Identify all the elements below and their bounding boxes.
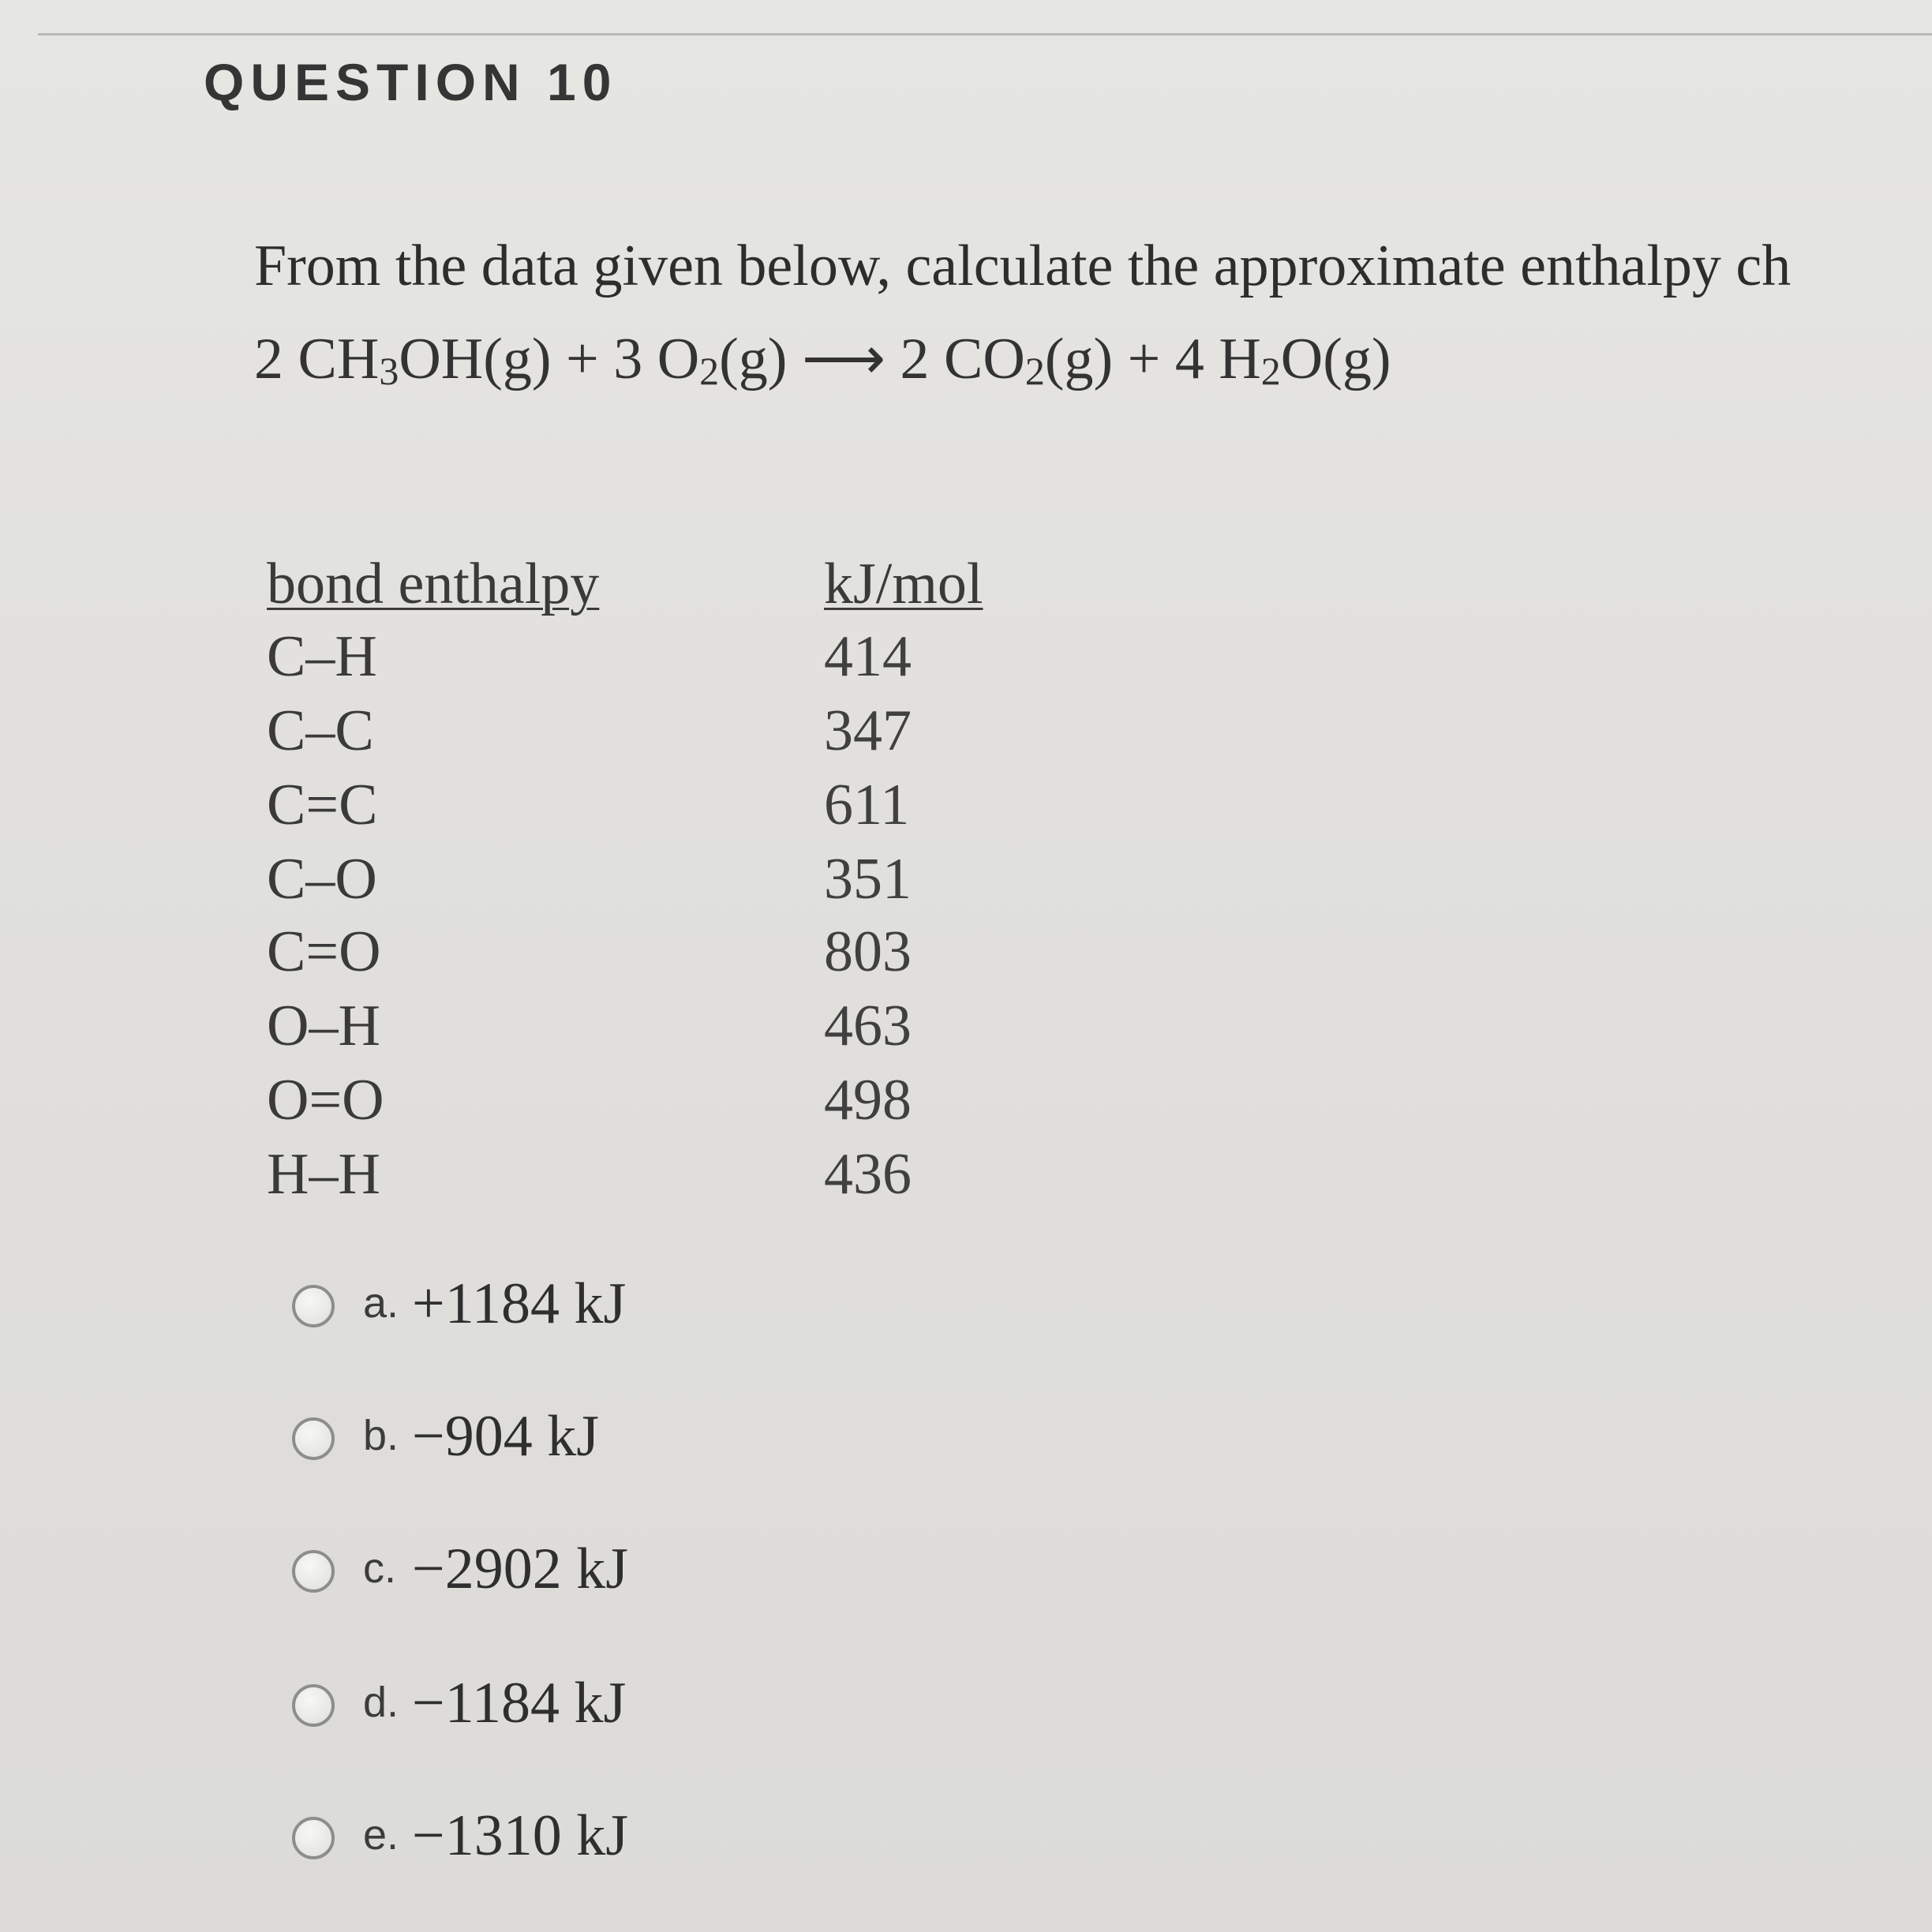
radio-button-icon[interactable] (292, 1684, 335, 1727)
bond-value: 351 (824, 847, 912, 912)
bond-value: 498 (824, 1068, 912, 1133)
radio-button-icon[interactable] (292, 1817, 335, 1859)
radio-button-icon[interactable] (292, 1417, 335, 1460)
option-letter: d. (363, 1679, 399, 1726)
bond-name: H–H (267, 1142, 380, 1207)
bond-value: 803 (824, 919, 912, 984)
value-column-header: kJ/mol (824, 552, 983, 616)
option-letter: c. (363, 1544, 397, 1592)
table-row (264, 1141, 1053, 1214)
bond-name: C=C (267, 773, 378, 837)
bond-column-header: bond enthalpy (267, 552, 600, 616)
question-title: QUESTION 10 (204, 53, 618, 111)
bond-value: 436 (824, 1142, 912, 1207)
option-text: −1184 kJ (412, 1671, 627, 1735)
table-row (264, 919, 1053, 991)
table-row (264, 1067, 1053, 1140)
bond-name: C–H (267, 624, 377, 689)
option-letter: e. (363, 1811, 399, 1859)
bond-name: O–H (267, 994, 380, 1058)
option-text: −904 kJ (412, 1404, 600, 1469)
bond-name: C=O (267, 919, 381, 984)
answer-option-a[interactable] (292, 1271, 1002, 1350)
table-row (264, 993, 1053, 1065)
bond-name: O=O (267, 1068, 384, 1133)
radio-button-icon[interactable] (292, 1550, 335, 1593)
bond-value: 463 (824, 994, 912, 1058)
table-row (264, 623, 1053, 696)
answer-option-e[interactable] (292, 1803, 1002, 1881)
header-divider (38, 33, 1932, 36)
question-prompt: From the data given below, calculate the approximate enthalpy ch (254, 234, 1792, 298)
option-text: +1184 kJ (412, 1271, 627, 1336)
table-row (264, 772, 1053, 844)
answer-option-c[interactable] (292, 1536, 1002, 1615)
equation-part: 2 CH (254, 327, 380, 391)
bond-value: 611 (824, 773, 910, 837)
equation-subscript: 2 (1260, 349, 1281, 393)
option-letter: b. (363, 1412, 399, 1459)
equation-part: (g) + 4 H (1044, 327, 1261, 391)
equation-subscript: 2 (699, 349, 720, 393)
answer-option-b[interactable] (292, 1403, 1002, 1482)
bond-name: C–O (267, 847, 377, 912)
equation-part: OH(g) + 3 O (399, 327, 700, 391)
option-text: −1310 kJ (412, 1803, 629, 1868)
equation-part: O(g) (1280, 327, 1391, 391)
table-row (264, 698, 1053, 770)
chemical-equation (254, 327, 1391, 393)
answer-option-d[interactable] (292, 1670, 1002, 1749)
equation-subscript: 3 (379, 349, 399, 393)
bond-value: 347 (824, 698, 912, 763)
equation-subscript: 2 (1024, 349, 1045, 393)
radio-button-icon[interactable] (292, 1285, 335, 1327)
bond-value: 414 (824, 624, 912, 689)
option-letter: a. (363, 1279, 399, 1327)
equation-part: (g) ⟶ 2 CO (719, 327, 1025, 391)
table-row (264, 846, 1053, 919)
option-text: −2902 kJ (412, 1537, 629, 1601)
bond-name: C–C (267, 698, 374, 763)
